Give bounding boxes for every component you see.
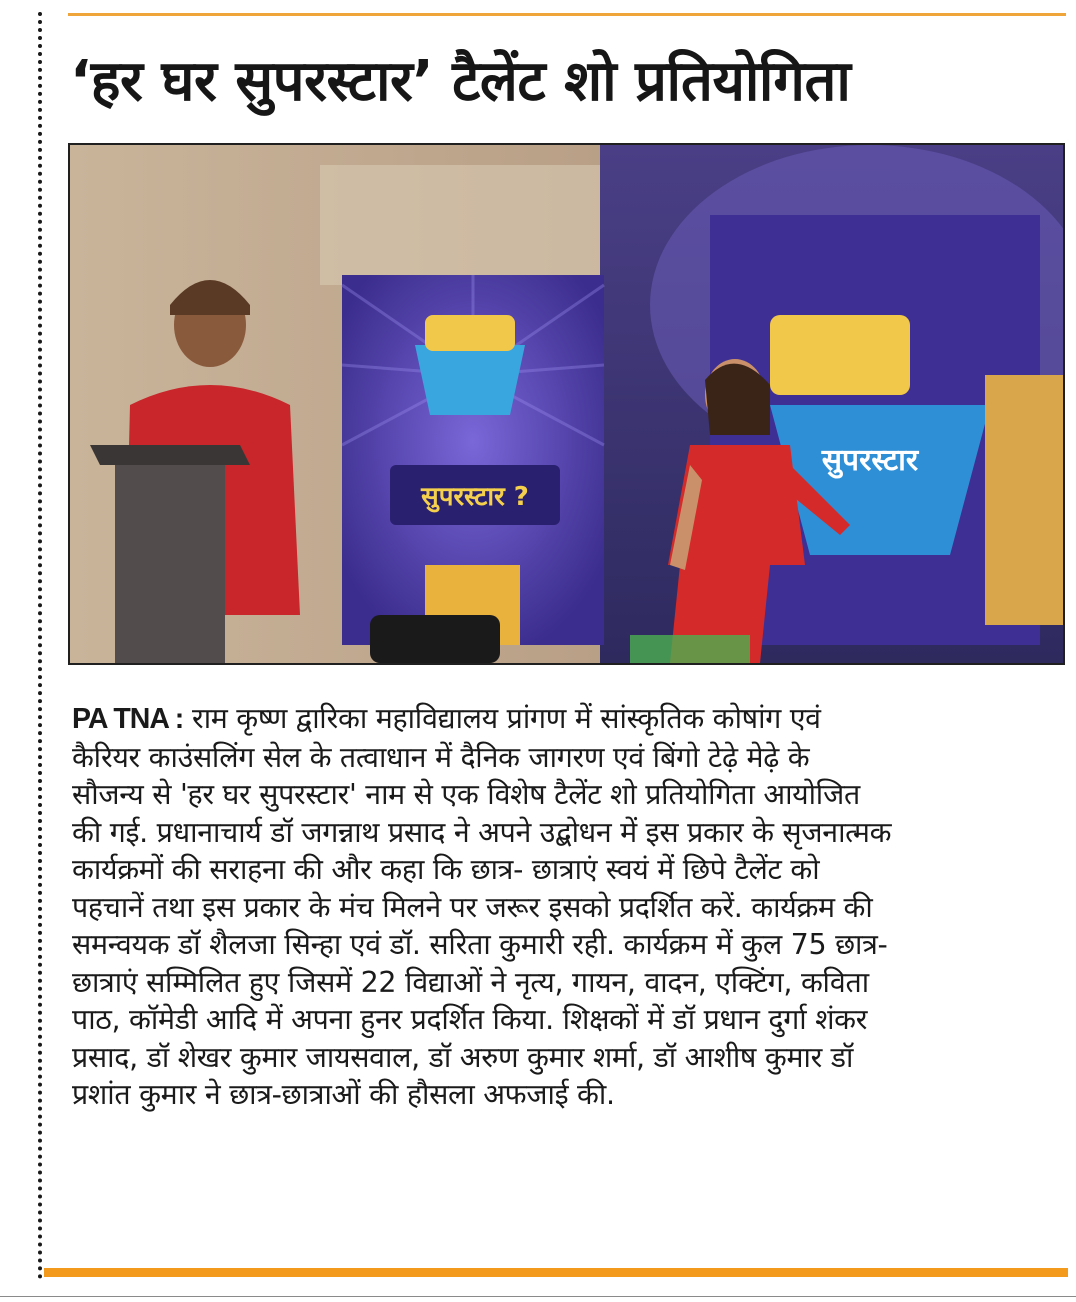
article-line: समन्वयक डॉ शैलजा सिन्हा एवं डॉ. सरिता कुमारी रही. कार्यक्रम में कुल 75 छात्र-	[72, 928, 888, 961]
headline: ‘हर घर सुपरस्टार’ टैलेंट शो प्रतियोगिता	[70, 49, 851, 114]
article-line-text: राम कृष्ण द्वारिका महाविद्यालय प्रांगण में सांस्कृतिक कोषांग एवं	[192, 702, 821, 735]
article-line: की गई. प्रधानाचार्य डॉ जगन्नाथ प्रसाद ने अपने उद्बोधन में इस प्रकार के सृजनात्मक	[72, 815, 892, 849]
left-banner-text: सुपरस्टार ?	[421, 482, 529, 512]
top-orange-rule	[68, 13, 1066, 16]
article-line: पाठ, कॉमेडी आदि में अपना हुनर प्रदर्शित किया. शिक्षकों में डॉ प्रधान दुर्गा शंकर	[72, 1003, 868, 1036]
event-photo	[68, 143, 1065, 665]
dotted-margin-rule	[38, 12, 42, 1280]
article-line: पहचानें तथा इस प्रकार के मंच मिलने पर जरूर इसको प्रदर्शित करें. कार्यक्रम की	[72, 890, 873, 924]
article-line: कैरियर काउंसलिंग सेल के तत्वाधान में दैनिक जागरण एवं बिंगो टेढ़े मेढ़े के	[72, 740, 810, 774]
page-base-line	[0, 1296, 1076, 1297]
right-banner-text: सुपरस्टार	[821, 443, 919, 478]
dateline: PA TNA :	[72, 703, 184, 735]
article-line: छात्राएं सम्मिलित हुए जिसमें 22 विद्याओं ने नृत्य, गायन, वादन, एक्टिंग, कविता	[72, 965, 869, 999]
article-line: प्रसाद, डॉ शेखर कुमार जायसवाल, डॉ अरुण कुमार शर्मा, डॉ आशीष कुमार डॉ	[72, 1040, 854, 1074]
bottom-orange-rule	[44, 1268, 1068, 1277]
foreground-phone	[370, 615, 500, 663]
article-line: कार्यक्रमों की सराहना की और कहा कि छात्र- छात्राएं स्वयं में छिपे टैलेंट को	[72, 853, 820, 886]
article-line: सौजन्य से 'हर घर सुपरस्टार' नाम से एक विशेष टैलेंट शो प्रतियोगिता आयोजित	[72, 778, 860, 811]
article-line: प्रशांत कुमार ने छात्र-छात्राओं की हौसला अफजाई की.	[72, 1078, 615, 1111]
article-line	[72, 700, 1062, 739]
article-body	[72, 700, 1062, 1114]
left-banner	[342, 275, 604, 645]
